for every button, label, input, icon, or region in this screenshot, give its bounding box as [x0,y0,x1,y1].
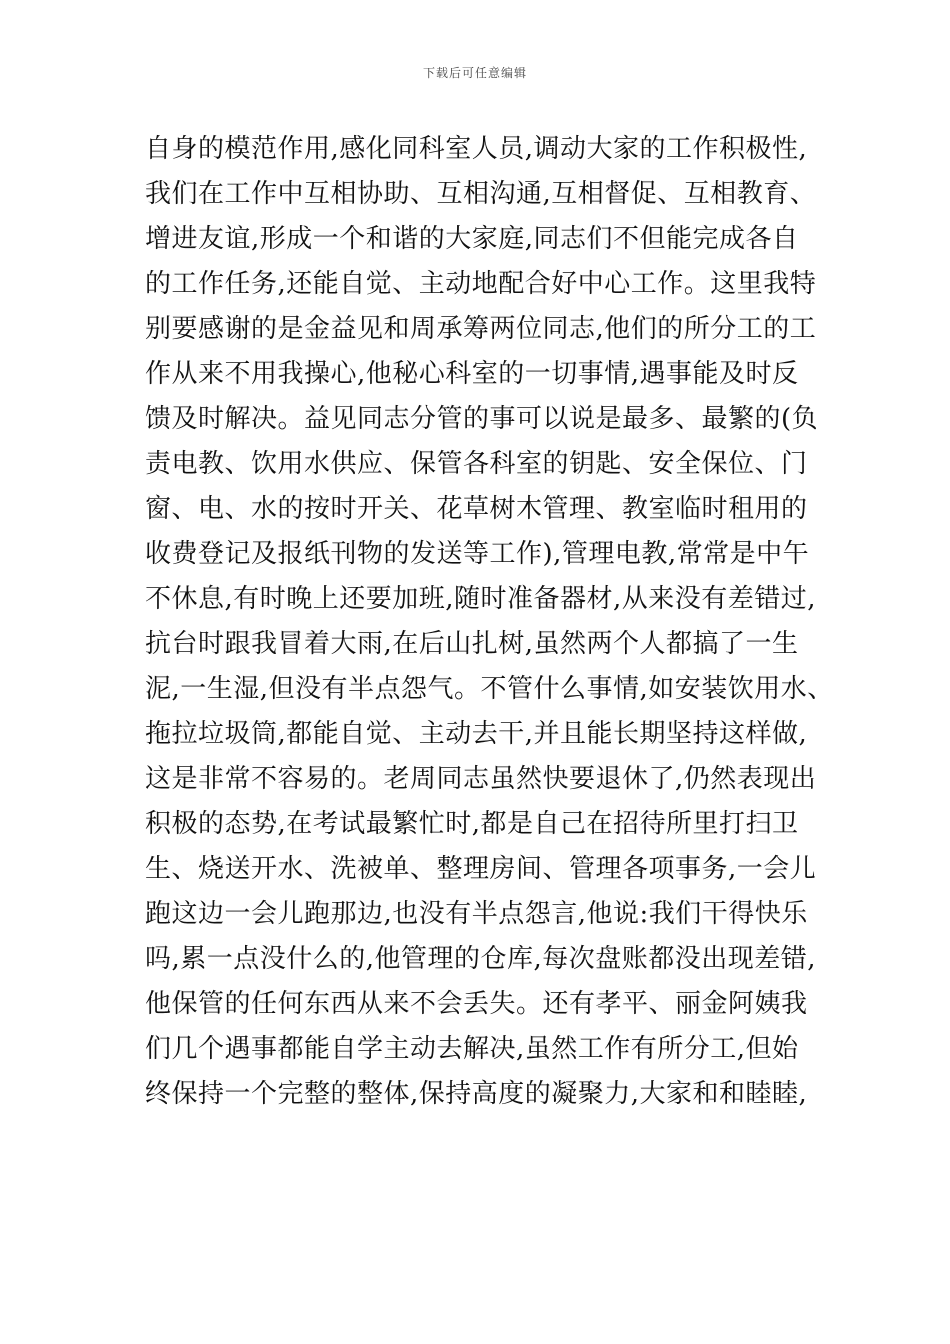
text-line: 拖拉垃圾筒,都能自觉、主动去干,并且能长期坚持这样做, [145,719,808,749]
text-line: 抗台时跟我冒着大雨,在后山扎树,虽然两个人都搞了一生 [145,629,799,659]
text-line: 生、烧送开水、洗被单、整理房间、管理各项事务,一会儿 [145,854,817,884]
page-header: 下载后可任意编辑 [422,66,527,80]
text-line: 别要感谢的是金益见和周承筹两位同志,他们的所分工的工 [145,314,817,344]
text-line: 跑这边一会儿跑那边,也没有半点怨言,他说:我们干得快乐 [145,899,808,929]
text-line: 增进友谊,形成一个和谐的大家庭,同志们不但能完成各自 [145,224,799,254]
text-line: 窗、电、水的按时开关、花草树木管理、教室临时租用的 [145,494,808,524]
text-line: 吗,累一点没什么的,他管理的仓库,每次盘账都没出现差错, [145,944,817,974]
text-line: 我们在工作中互相协助、互相沟通,互相督促、互相教育、 [145,179,817,209]
text-line: 馈及时解决。益见同志分管的事可以说是最多、最繁的(负 [145,404,819,434]
text-line: 泥,一生湿,但没有半点怨气。不管什么事情,如安装饮用水、 [145,674,834,704]
text-line: 收费登记及报纸刊物的发送等工作),管理电教,常常是中午 [145,539,810,569]
text-line: 积极的态势,在考试最繁忙时,都是自己在招待所里打扫卫 [145,809,799,839]
text-line: 作从来不用我操心,他秘心科室的一切事情,遇事能及时反 [145,359,799,389]
text-line: 的工作任务,还能自觉、主动地配合好中心工作。这里我特 [145,269,817,299]
text-line: 终保持一个完整的整体,保持高度的凝聚力,大家和和睦睦, [145,1079,808,1109]
text-line: 不休息,有时晚上还要加班,随时准备器材,从来没有差错过, [145,584,817,614]
body-text [145,127,834,1117]
text-line: 自身的模范作用,感化同科室人员,调动大家的工作积极性, [145,134,808,164]
text-line: 们几个遇事都能自学主动去解决,虽然工作有所分工,但始 [145,1034,799,1064]
text-line: 他保管的任何东西从来不会丢失。还有孝平、丽金阿姨我 [145,989,808,1019]
text-line: 这是非常不容易的。老周同志虽然快要退休了,仍然表现出 [145,764,817,794]
text-line: 责电教、饮用水供应、保管各科室的钥匙、安全保位、门 [145,449,808,479]
